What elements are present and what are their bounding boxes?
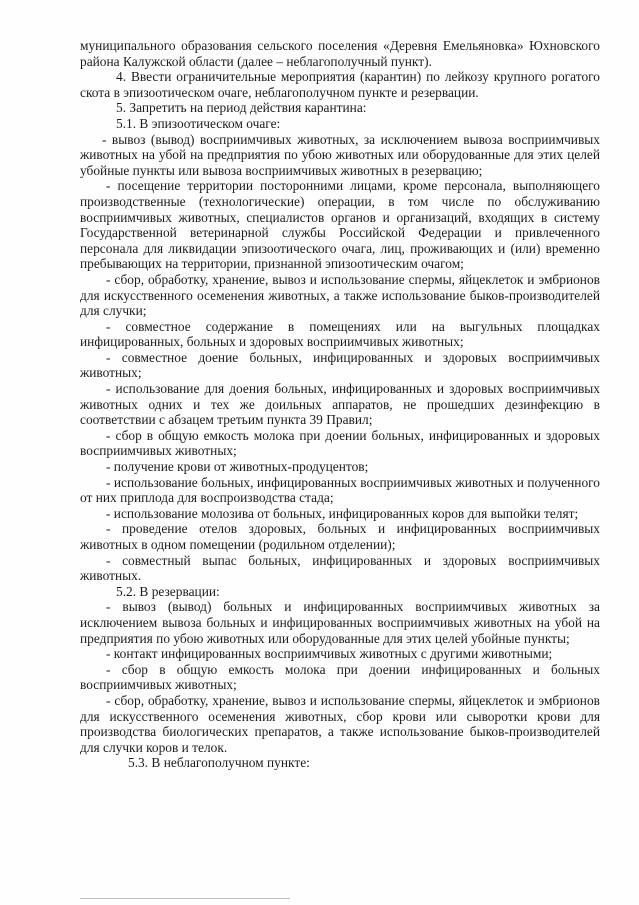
- paragraph-focus-milking: - совместное доение больных, инфицированных и здоровых восприимчивых животных;: [80, 349, 600, 381]
- paragraph-focus-milking-equipment: - использование для доения больных, инфицированных и здоровых восприимчивых животных одних и тех же доильных аппаратов, не прошедших дезинфекцию в соответствии с абзацем третьим пункта 39 Правил;: [80, 381, 600, 428]
- paragraph-reservation-export: - вывоз (вывод) больных и инфицированных восприимчивых животных за исключением вывоза больных и инфицированных восприимчивых животных на убой на предприятия по убою животных или оборудованные для этих целей убойные пункты;: [80, 599, 600, 646]
- paragraph-focus-grazing: - совместный выпас больных, инфицированных и здоровых восприимчивых животных.: [80, 552, 600, 584]
- bottom-edge-line: [80, 898, 290, 899]
- paragraph-item-4-quarantine: 4. Ввести ограничительные мероприятия (карантин) по лейкозу крупного рогатого скота в эпизоотическом очаге, неблагополучном пункте и резервации.: [80, 69, 600, 100]
- paragraph-focus-sperm: - сбор, обработку, хранение, вывоз и использование спермы, яйцеклеток и эмбрионов для искусственного осеменения животных, а также использование быков-производителей для случки;: [80, 271, 600, 319]
- paragraph-municipality-continuation: муниципального образования сельского поселения «Деревня Емельяновка» Юхновского района Калужской области (далее – неблагополучный пункт).: [80, 38, 600, 69]
- paragraph-focus-visits: - посещение территории посторонними лицами, кроме персонала, выполняющего производственные (технологические) операции, в том числе по обслуживанию восприимчивых животных, специалистов органов и организаций, входящих в систему Государственной ветеринарной службы Российской Федерации и привлеченного персонала для ликвидации эпизоотического очага, лиц, проживающих и (или) временно пребывающих на территории, признанной эпизоотическим очагом;: [80, 178, 600, 272]
- subheading-5-1-focus: 5.1. В эпизоотическом очаге:: [116, 115, 281, 131]
- subheading-5-3-point: 5.3. В неблагополучном пункте:: [128, 755, 310, 771]
- paragraph-reservation-sperm: - сбор, обработку, хранение, вывоз и использование спермы, яйцеклеток и эмбрионов для искусственного осеменения животных, сбор крови или сыворотки крови для производства биологических препаратов, а также использование быков-производителей для случки коров и телок.: [80, 692, 600, 755]
- paragraph-focus-export: - вывоз (вывод) восприимчивых животных, за исключением вывоза восприимчивых животных на убой на предприятия по убою животных или оборудованные для этих целей убойные пункты или вывоза восприимчивых животных в резервацию;: [80, 131, 600, 178]
- paragraph-reservation-milk: - сбор в общую емкость молока при доении инфицированных и больных восприимчивых животных;: [80, 661, 600, 693]
- paragraph-focus-milk-collection: - сбор в общую емкость молока при доении больных, инфицированных и здоровых восприимчивых животных;: [80, 427, 600, 459]
- paragraph-focus-colostrum: - использование молозива от больных, инфицированных коров для выпойки телят;: [106, 505, 579, 521]
- document-body: [80, 38, 600, 771]
- paragraph-focus-blood: - получение крови от животных-продуцентов;: [106, 459, 369, 475]
- paragraph-focus-breeding: - использование больных, инфицированных восприимчивых животных и полученного от них приплода для воспроизводства стада;: [80, 474, 600, 506]
- paragraph-focus-housing: - совместное содержание в помещениях или на выгульных площадках инфицированных, больных и здоровых восприимчивых животных;: [80, 318, 600, 350]
- paragraph-focus-calving: - проведение отелов здоровых, больных и инфицированных восприимчивых животных в одном помещении (родильном отделении);: [80, 521, 600, 552]
- paragraph-reservation-contact: - контакт инфицированных восприимчивых животных с другими животными;: [106, 646, 553, 662]
- subheading-5-2-reservation: 5.2. В резервации:: [116, 583, 220, 599]
- paragraph-item-5-prohibit: 5. Запретить на период действия карантина:: [116, 100, 367, 116]
